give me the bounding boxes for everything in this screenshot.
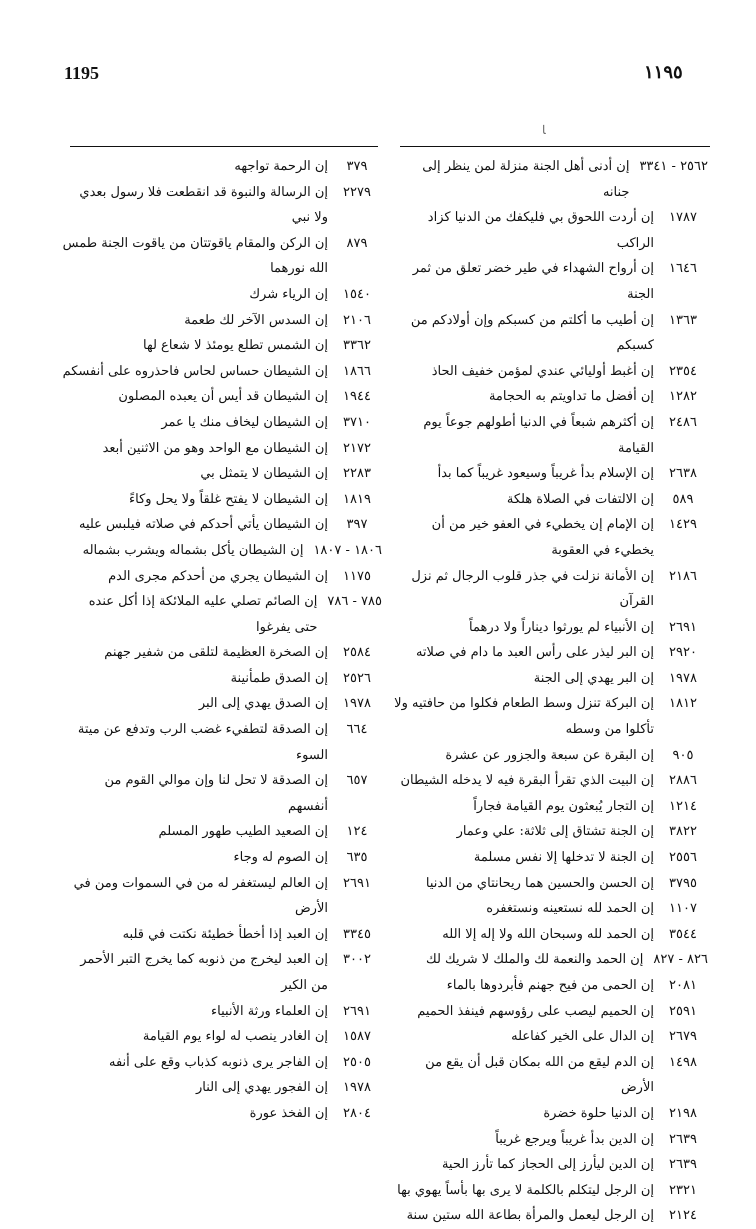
entry-number: ٢٥٢٦	[343, 670, 371, 686]
entry-text: إن أرواح الشهداء في طير خضر تعلق من ثمر الجنة	[412, 261, 654, 302]
entry-number: ٣٨٢٢	[669, 824, 697, 840]
index-entry	[394, 1050, 712, 1101]
entry-text: إن الشيطان ليخاف منك يا عمر	[161, 414, 328, 430]
index-entry	[62, 384, 386, 410]
index-entry	[62, 282, 386, 308]
index-entry	[394, 922, 712, 948]
index-entry	[394, 871, 712, 897]
entry-number: ٢٦٩١	[343, 875, 371, 891]
entry-number: ٢٨٠٤	[343, 1105, 371, 1121]
index-entry	[394, 461, 712, 487]
entry-text: إن البركة تنزل وسط الطعام فكلوا من حافتيه ولا تأكلوا من وسطه	[394, 696, 654, 738]
entry-text: إن الشيطان لا يفتح غلقاً ولا يحل وكاءً	[129, 491, 328, 507]
entry-text: إن أغبط أوليائي عندي لمؤمن خفيف الحاذ	[431, 363, 654, 379]
entry-number: ٢٥٦٢ - ٣٣٤١	[639, 159, 708, 174]
entry-number: ٢٦٣٩	[669, 1131, 697, 1147]
index-entry	[394, 973, 712, 999]
index-entry	[394, 564, 712, 615]
index-entry	[62, 512, 386, 538]
entry-number: ١٨٠٦ - ١٨٠٧	[313, 542, 382, 558]
entry-text: إن الشيطان يأكل بشماله ويشرب بشماله	[82, 542, 304, 558]
entry-text: إن الركن والمقام ياقوتتان من ياقوت الجنة طمس الله نورهما	[62, 235, 328, 277]
entry-text: إن الفخذ عورة	[249, 1105, 328, 1121]
index-entry	[394, 691, 712, 742]
entry-number: ٢٣٥٤	[669, 363, 697, 379]
index-entry	[62, 1101, 386, 1127]
index-entry	[394, 819, 712, 845]
entry-number: ١٧٨٧	[669, 210, 697, 226]
index-entry	[62, 845, 386, 871]
entry-text: إن الحمد لله وسبحان الله ولا إله إلا الله	[442, 926, 654, 942]
entry-text: إن أردت اللحوق بي فليكفك من الدنيا كزاد الراكب	[427, 210, 654, 251]
index-entry	[62, 564, 386, 590]
entry-number: ١٨١٩	[343, 491, 371, 507]
index-entry	[62, 231, 386, 282]
entry-text: إن الرجل ليتكلم بالكلمة لا يرى بها بأساً يهوي بها	[397, 1182, 654, 1198]
entry-number: ١٩٧٨	[343, 696, 371, 712]
entry-number: ٢٦٣٩	[669, 1157, 697, 1173]
index-entry	[394, 384, 712, 410]
entry-number: ٣٧٩٥	[669, 875, 697, 891]
entry-number: ٢٢٧٩	[343, 184, 371, 200]
entry-number: ١٢٤	[346, 824, 368, 840]
entry-number: ١٦٤٦	[669, 261, 697, 277]
entry-text: إن الغادر ينصب له لواء يوم القيامة	[142, 1029, 328, 1045]
index-entry	[62, 666, 386, 692]
entry-text: إن الحميم ليصب على رؤوسهم فينفذ الحميم	[417, 1003, 654, 1019]
entry-number: ٣٣٦٢	[343, 338, 371, 354]
entry-text: إن الدين ليأرز إلى الحجاز كما تأرز الحية	[441, 1157, 654, 1173]
entry-number: ٢١٠٦	[343, 312, 371, 328]
index-entry	[394, 1152, 712, 1178]
page-mark: ﺎ	[542, 123, 546, 137]
entry-text: إن البر ليذر على رأس العبد ما دام في صلاته	[415, 645, 654, 661]
index-entry	[394, 1203, 712, 1229]
entry-number: ٢٥٠٥	[343, 1054, 371, 1070]
entry-text: إن الدين بدأ غريباً ويرجع غريباً	[495, 1131, 654, 1147]
entry-text: إن الشيطان قد أيس أن يعبده المصلون	[118, 389, 328, 405]
entry-number: ٢١٩٨	[669, 1105, 697, 1121]
index-entry	[394, 205, 712, 256]
entry-number: ٢٥٩١	[669, 1003, 697, 1019]
entry-number: ١٩٧٨	[669, 670, 697, 686]
entry-text: إن العلماء ورثة الأنبياء	[211, 1003, 328, 1019]
entry-text: إن الصائم تصلي عليه الملائكة إذا أكل عنده حتى يفرغوا	[88, 594, 318, 635]
entry-number: ١١٧٥	[343, 568, 371, 584]
index-entry	[62, 768, 386, 819]
entry-number: ٣٩٧	[346, 517, 368, 533]
index-entry	[62, 538, 386, 564]
index-entry	[62, 1050, 386, 1076]
entry-text: إن الدنيا حلوة خضرة	[543, 1105, 654, 1121]
entry-text: إن الحمد والنعمة لك والملك لا شريك لك	[425, 952, 644, 968]
entry-number: ٣٧٩	[346, 159, 368, 174]
entry-text: إن الشيطان حساس لحاس فاحذروه على أنفسكم	[62, 363, 328, 379]
entry-text: إن الصوم له وجاء	[233, 850, 328, 866]
entry-text: إن الصدقة لتطفيء غضب الرب وتدفع عن ميتة السوء	[77, 722, 328, 763]
entry-text: إن الدم ليقع من الله بمكان قبل أن يقع من الأرض	[425, 1054, 654, 1096]
entry-text: إن العالم ليستغفر له من في السموات ومن في الأرض	[73, 875, 328, 917]
entry-text: إن الشمس تطلع يومئذ لا شعاع لها	[143, 338, 328, 354]
entry-number: ٣٧١٠	[343, 414, 371, 430]
index-entry	[394, 794, 712, 820]
page-number-arabic: ١١٩٥	[644, 62, 683, 83]
index-entry	[62, 819, 386, 845]
entry-number: ١٤٩٨	[669, 1054, 697, 1070]
entry-number: ١٩٧٨	[343, 1080, 371, 1096]
left-column	[62, 154, 386, 1127]
entry-number: ٢٦٣٨	[669, 466, 697, 482]
entry-text: إن الصدق طمأنينة	[230, 670, 328, 686]
entry-number: ١٥٤٠	[343, 286, 371, 302]
index-entry	[62, 717, 386, 768]
entry-number: ١٥٨٧	[343, 1029, 371, 1045]
index-entry	[394, 308, 712, 359]
entry-text: إن الجنة تشتاق إلى ثلاثة: علي وعمار	[456, 824, 654, 840]
entry-number: ٢٤٨٦	[669, 414, 697, 430]
index-entry	[394, 768, 712, 794]
right-column	[394, 154, 712, 1229]
entry-text: إن الأنبياء لم يورثوا ديناراً ولا درهماً	[469, 619, 654, 635]
index-entry	[62, 410, 386, 436]
index-entry	[394, 896, 712, 922]
index-entry	[62, 1075, 386, 1101]
entry-number: ١٨١٢	[669, 696, 697, 712]
entry-number: ٢٣٢١	[669, 1182, 697, 1198]
right-column-rule	[400, 146, 710, 147]
entry-number: ١٤٢٩	[669, 517, 697, 533]
index-entry	[394, 1127, 712, 1153]
index-entry	[62, 308, 386, 334]
entry-number: ٥٨٩	[672, 491, 694, 507]
entry-text: إن البيت الذي تقرأ البقرة فيه لا يدخله الشيطان	[400, 773, 654, 789]
index-entry	[62, 359, 386, 385]
entry-text: إن الدال على الخير كفاعله	[511, 1029, 654, 1045]
entry-text: إن الإسلام بدأ غريباً وسيعود غريباً كما بدأ	[437, 466, 654, 482]
entry-number: ٢١٢٤	[669, 1208, 697, 1224]
index-entry	[394, 1101, 712, 1127]
entry-text: إن الرسالة والنبوة قد انقطعت فلا رسول بعدي ولا نبي	[79, 184, 328, 226]
entry-text: إن الشيطان يأتي أحدكم في صلاته فيلبس عليه	[78, 517, 328, 533]
index-entry	[394, 487, 712, 513]
index-entry	[394, 845, 712, 871]
index-entry	[62, 691, 386, 717]
index-entry	[394, 256, 712, 307]
index-entry	[394, 743, 712, 769]
entry-text: إن الشيطان لا يتمثل بي	[200, 466, 328, 482]
entry-number: ٨٢٦ - ٨٢٧	[653, 952, 708, 968]
index-entry	[62, 999, 386, 1025]
index-entry	[62, 461, 386, 487]
index-entry	[62, 947, 386, 998]
index-entry	[62, 154, 386, 180]
entry-text: إن أفضل ما تداويتم به الحجامة	[488, 389, 654, 405]
entry-text: إن البقرة عن سبعة والجزور عن عشرة	[445, 747, 654, 763]
entry-text: إن العبد ليخرج من ذنوبه كما يخرج التبر الأحمر من الكير	[80, 952, 328, 993]
entry-text: إن التجار يُبعثون يوم القيامة فجاراً	[473, 798, 654, 814]
entry-number: ٢٦٧٩	[669, 1029, 697, 1045]
entry-text: إن السدس الآخر لك طعمة	[184, 312, 328, 328]
entry-number: ١٨٦٦	[343, 363, 371, 379]
entry-text: إن الرياء شرك	[249, 286, 328, 302]
entry-number: ٢١٨٦	[669, 568, 697, 584]
index-entry	[394, 512, 712, 563]
index-entry	[394, 666, 712, 692]
index-entry	[394, 999, 712, 1025]
entry-number: ٨٧٩	[346, 235, 368, 251]
index-entry	[62, 871, 386, 922]
entry-number: ١٢١٤	[669, 798, 697, 814]
entry-text: إن الصخرة العظيمة لتلقى من شفير جهنم	[104, 645, 328, 661]
entry-number: ٢٨٨٦	[669, 773, 697, 789]
entry-text: إن الجنة لا تدخلها إلا نفس مسلمة	[473, 850, 654, 866]
entry-number: ٦٣٥	[346, 850, 368, 866]
entry-number: ٢٩٢٠	[669, 645, 697, 661]
entry-number: ١٢٨٢	[669, 389, 697, 405]
entry-text: إن الفاجر يرى ذنوبه كذباب وقع على أنفه	[109, 1054, 328, 1070]
entry-number: ١٣٦٣	[669, 312, 697, 328]
entry-text: إن الحمد لله نستعينه ونستغفره	[486, 901, 654, 917]
entry-text: إن أدنى أهل الجنة منزلة لمن ينظر إلى جنانه	[422, 159, 630, 200]
entry-number: ٣٠٠٢	[343, 952, 371, 968]
entry-text: إن الصعيد الطيب طهور المسلم	[158, 824, 328, 840]
index-entry	[62, 1024, 386, 1050]
entry-text: إن الرجل ليعمل والمرأة بطاعة الله ستين سنة	[406, 1208, 654, 1224]
entry-text: إن أكثرهم شبعاً في الدنيا أطولهم جوعاً يوم القيامة	[423, 414, 654, 456]
entry-text: إن أطيب ما أكلتم من كسبكم وإن أولادكم من كسبكم	[410, 312, 654, 354]
index-entry	[62, 487, 386, 513]
index-entry	[394, 1178, 712, 1204]
entry-number: ٢٦٩١	[343, 1003, 371, 1019]
entry-text: إن الفجور يهدي إلى النار	[196, 1080, 328, 1096]
index-entry	[62, 436, 386, 462]
entry-text: إن الأمانة نزلت في جذر قلوب الرجال ثم نزل القرآن	[411, 568, 654, 610]
page-number-latin: 1195	[64, 63, 100, 83]
entry-number: ٣٣٤٥	[343, 926, 371, 942]
entry-number: ١١٠٧	[669, 901, 697, 917]
left-column-rule	[70, 146, 378, 147]
entry-text: إن الإمام إن يخطيء في العفو خير من أن يخطيء في العقوبة	[431, 517, 654, 558]
entry-number: ١٩٤٤	[343, 389, 371, 405]
entry-number: ٦٥٧	[346, 773, 368, 789]
entry-text: إن العبد إذا أخطأ خطيئة نكتت في قلبه	[122, 926, 328, 942]
entry-text: إن الحمى من فيح جهنم فأبردوها بالماء	[446, 978, 654, 993]
entry-text: إن الالتفات في الصلاة هلكة	[506, 491, 654, 507]
entry-number: ٢٦٩١	[669, 619, 697, 635]
index-entry	[394, 410, 712, 461]
entry-text: إن الشيطان يجري من أحدكم مجرى الدم	[108, 568, 328, 584]
entry-text: إن البر يهدي إلى الجنة	[533, 670, 654, 686]
entry-number: ٩٠٥	[672, 747, 694, 763]
index-entry	[62, 640, 386, 666]
entry-number: ٧٨٥ - ٧٨٦	[327, 594, 382, 610]
entry-text: إن الشيطان مع الواحد وهو من الاثنين أبعد	[102, 440, 328, 456]
entry-number: ٢٥٥٦	[669, 850, 697, 866]
entry-text: إن الصدق يهدي إلى البر	[198, 696, 328, 712]
entry-number: ٢١٧٢	[343, 440, 371, 456]
entry-number: ٦٦٤	[346, 722, 368, 738]
index-entry	[62, 333, 386, 359]
index-entry	[394, 359, 712, 385]
entry-number: ٢٥٨٤	[343, 645, 371, 661]
index-entry	[394, 947, 712, 973]
index-entry	[62, 180, 386, 231]
entry-text: إن الحسن والحسين هما ريحانتاي من الدنيا	[425, 875, 654, 891]
entry-number: ٢٢٨٣	[343, 466, 371, 482]
entry-text: إن الصدقة لا تحل لنا وإن موالي القوم من أنفسهم	[104, 773, 328, 814]
index-entry	[62, 922, 386, 948]
index-entry	[62, 589, 386, 640]
index-entry	[394, 640, 712, 666]
entry-number: ٢٠٨١	[669, 978, 697, 993]
entry-text: إن الرحمة تواجهه	[234, 159, 328, 174]
entry-number: ٣٥٤٤	[669, 926, 697, 942]
index-entry	[394, 154, 712, 205]
index-entry	[394, 615, 712, 641]
index-entry	[394, 1024, 712, 1050]
